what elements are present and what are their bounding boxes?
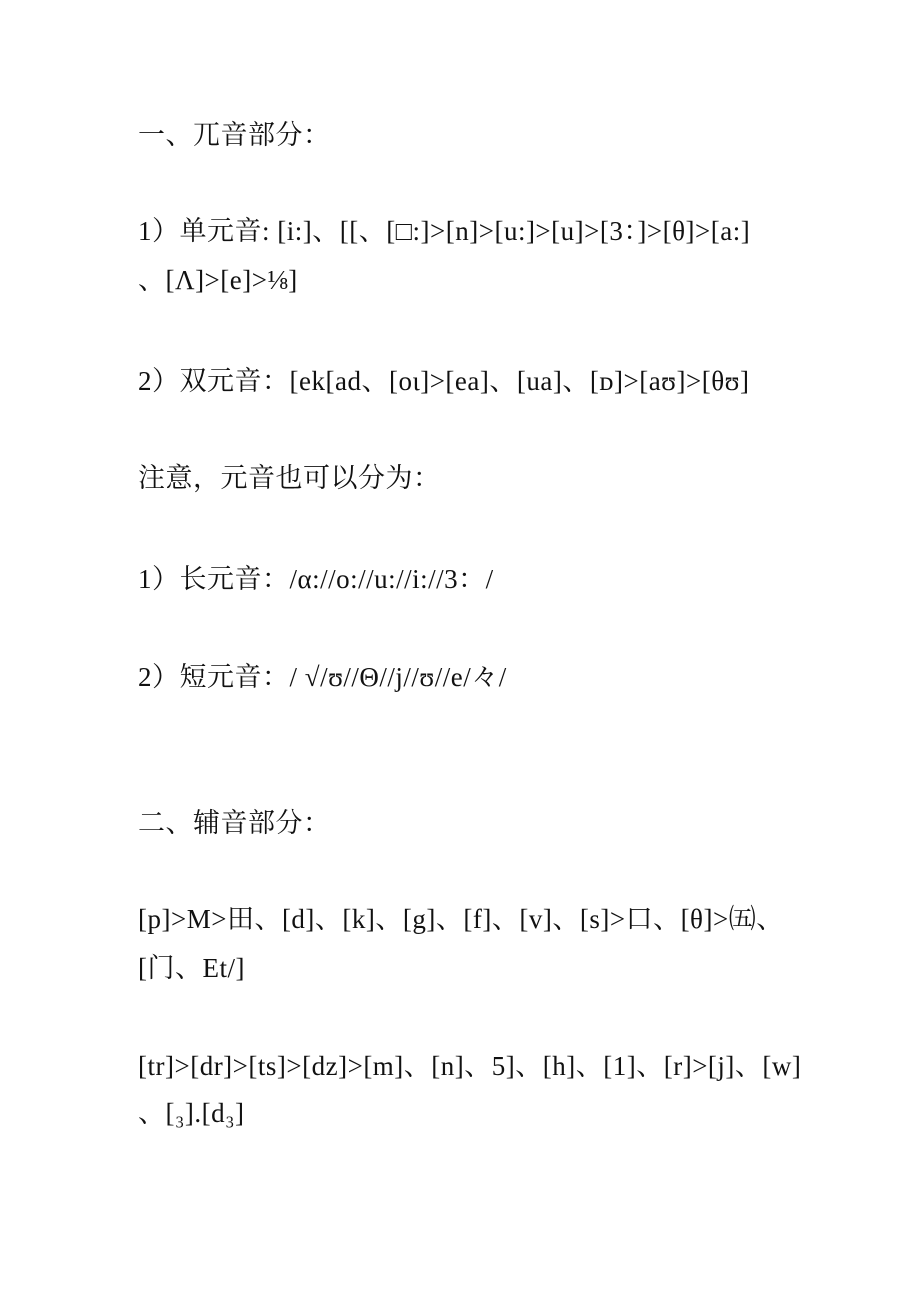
consonants-line-1: [p]>M>田、[d]、[k]、[g]、[f]、[v]、[s]>口、[θ]>㈤、 bbox=[138, 904, 784, 934]
long-vowels-line: 1）长元音：/α://o://u://i://3：/ bbox=[138, 564, 494, 594]
monophthongs-line-2: 、[Λ]>[e]>⅛] bbox=[138, 265, 298, 295]
monophthongs-line-1: 1）单元音: [i:]、[[、[□:]>[n]>[u:]>[u]>[3：]>[θ]>[a:] bbox=[138, 216, 751, 246]
section-heading-consonants: 二、辅音部分： bbox=[138, 808, 331, 838]
consonants-line-2: [门、Et/] bbox=[138, 953, 245, 983]
diphthongs-line: 2）双元音：[ek[ad、[oι]>[ea]、[ua]、[ᴅ]>[aʊ]>[θʊ] bbox=[138, 366, 750, 396]
consonants-line-4: 、[₃].[d₃] bbox=[138, 1098, 245, 1128]
consonants-line-3: [tr]>[dr]>[ts]>[dz]>[m]、[n]、5]、[h]、[1]、[r]>[j]、[w] bbox=[138, 1051, 802, 1081]
short-vowels-line: 2）短元音：/ √/ʊ//Θ//j//ʊ//e/々/ bbox=[138, 662, 507, 692]
note-line: 注意，元音也可以分为： bbox=[138, 463, 441, 493]
section-heading-vowels: 一、兀音部分： bbox=[138, 120, 331, 150]
